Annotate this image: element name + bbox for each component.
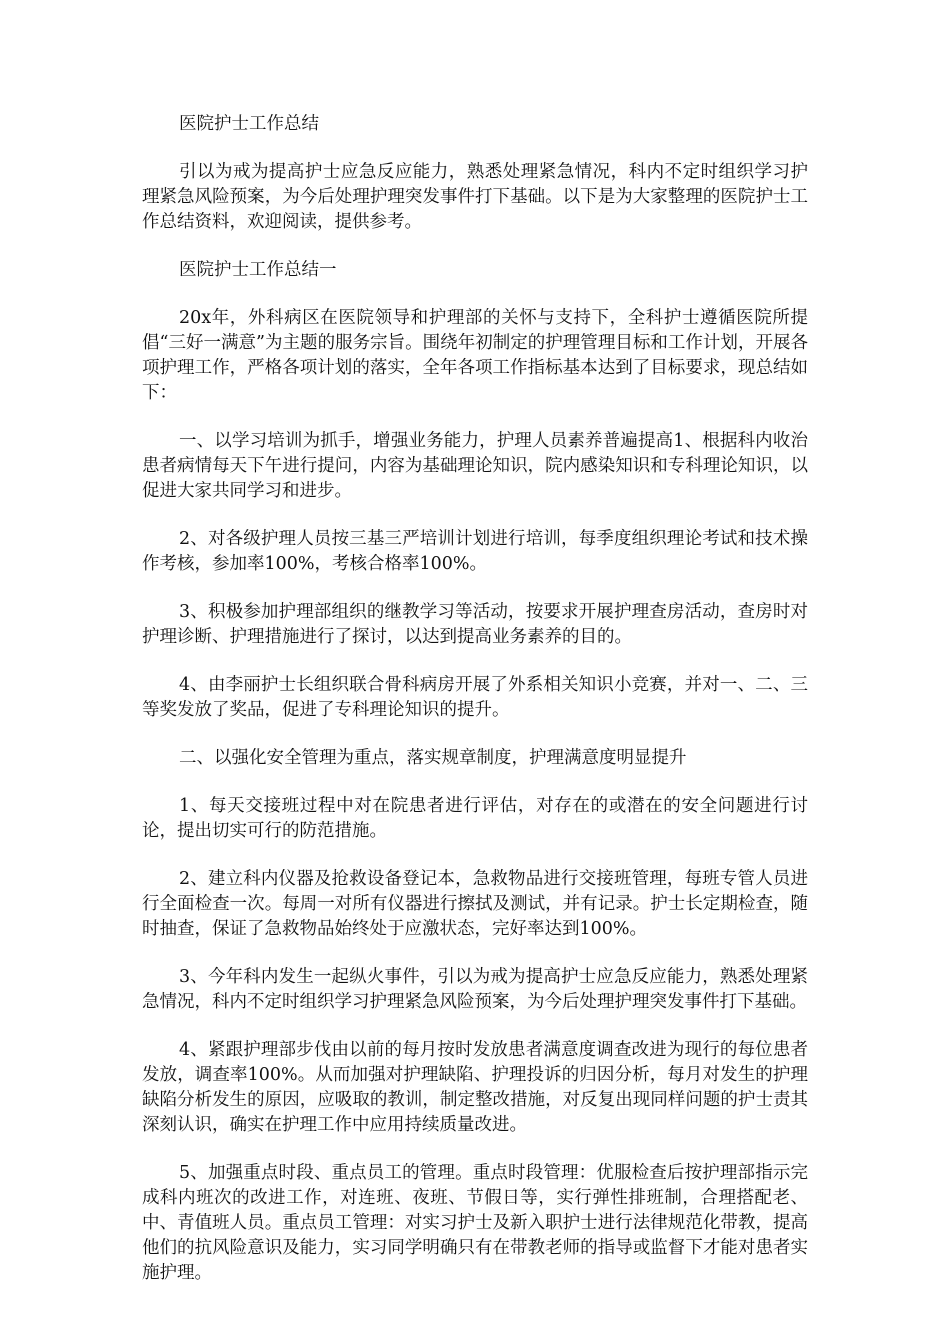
document-page	[142, 112, 808, 1309]
body-paragraph: 2、对各级护理人员按三基三严培训计划进行培训，每季度组织理论考试和技术操作考核，参加率100%，考核合格率100%。	[142, 529, 808, 574]
body-paragraph: 3、今年科内发生一起纵火事件，引以为戒为提高护士应急反应能力，熟悉处理紧急情况，科内不定时组织学习护理紧急风险预案，为今后处理护理突发事件打下基础。	[142, 967, 808, 1012]
body-paragraph: 一、以学习培训为抓手，增强业务能力，护理人员素养普遍提高1、根据科内收治患者病情每天下午进行提问，内容为基础理论知识，院内感染知识和专科理论知识，以促进大家共同学习和进步。	[142, 431, 808, 501]
section-title: 医院护士工作总结一	[179, 260, 337, 280]
body-paragraph: 20x年，外科病区在医院领导和护理部的关怀与支持下，全科护士遵循医院所提倡“三好一满意”为主题的服务宗旨。围绕年初制定的护理管理目标和工作计划，开展各项护理工作，严格各项计划的落实，全年各项工作指标基本达到了目标要求，现总结如下：	[142, 308, 808, 403]
body-paragraph: 4、紧跟护理部步伐由以前的每月按时发放患者满意度调查改进为现行的每位患者发放，调查率100%。从而加强对护理缺陷、护理投诉的归因分析，每月对发生的护理缺陷分析发生的原因，应吸取的教训，制定整改措施，对反复出现同样问题的护士责其深刻认识，确实在护理工作中应用持续质量改进。	[142, 1040, 808, 1135]
document-title: 医院护士工作总结	[179, 114, 319, 134]
body-paragraph: 1、每天交接班过程中对在院患者进行评估，对存在的或潜在的安全问题进行讨论，提出切实可行的防范措施。	[142, 796, 808, 841]
body-paragraph: 2、建立科内仪器及抢救设备登记本，急救物品进行交接班管理，每班专管人员进行全面检查一次。每周一对所有仪器进行擦拭及测试，并有记录。护士长定期检查，随时抽查，保证了急救物品始终处于应激状态，完好率达到100%。	[142, 869, 808, 939]
body-paragraph: 3、积极参加护理部组织的继教学习等活动，按要求开展护理查房活动，查房时对护理诊断、护理措施进行了探讨，以达到提高业务素养的目的。	[142, 602, 808, 647]
body-paragraph: 二、以强化安全管理为重点，落实规章制度，护理满意度明显提升	[179, 748, 687, 768]
body-paragraph: 5、加强重点时段、重点员工的管理。重点时段管理：优服检查后按护理部指示完成科内班次的改进工作，对连班、夜班、节假日等，实行弹性排班制，合理搭配老、中、青值班人员。重点员工管理：对实习护士及新入职护士进行法律规范化带教，提高他们的抗风险意识及能力，实习同学明确只有在带教老师的指导或监督下才能对患者实施护理。	[142, 1163, 808, 1283]
body-paragraph: 4、由李丽护士长组织联合骨科病房开展了外系相关知识小竞赛，并对一、二、三等奖发放了奖品，促进了专科理论知识的提升。	[142, 675, 808, 720]
intro-paragraph: 引以为戒为提高护士应急反应能力，熟悉处理紧急情况，科内不定时组织学习护理紧急风险预案，为今后处理护理突发事件打下基础。以下是为大家整理的医院护士工作总结资料，欢迎阅读，提供参考。	[142, 162, 808, 232]
